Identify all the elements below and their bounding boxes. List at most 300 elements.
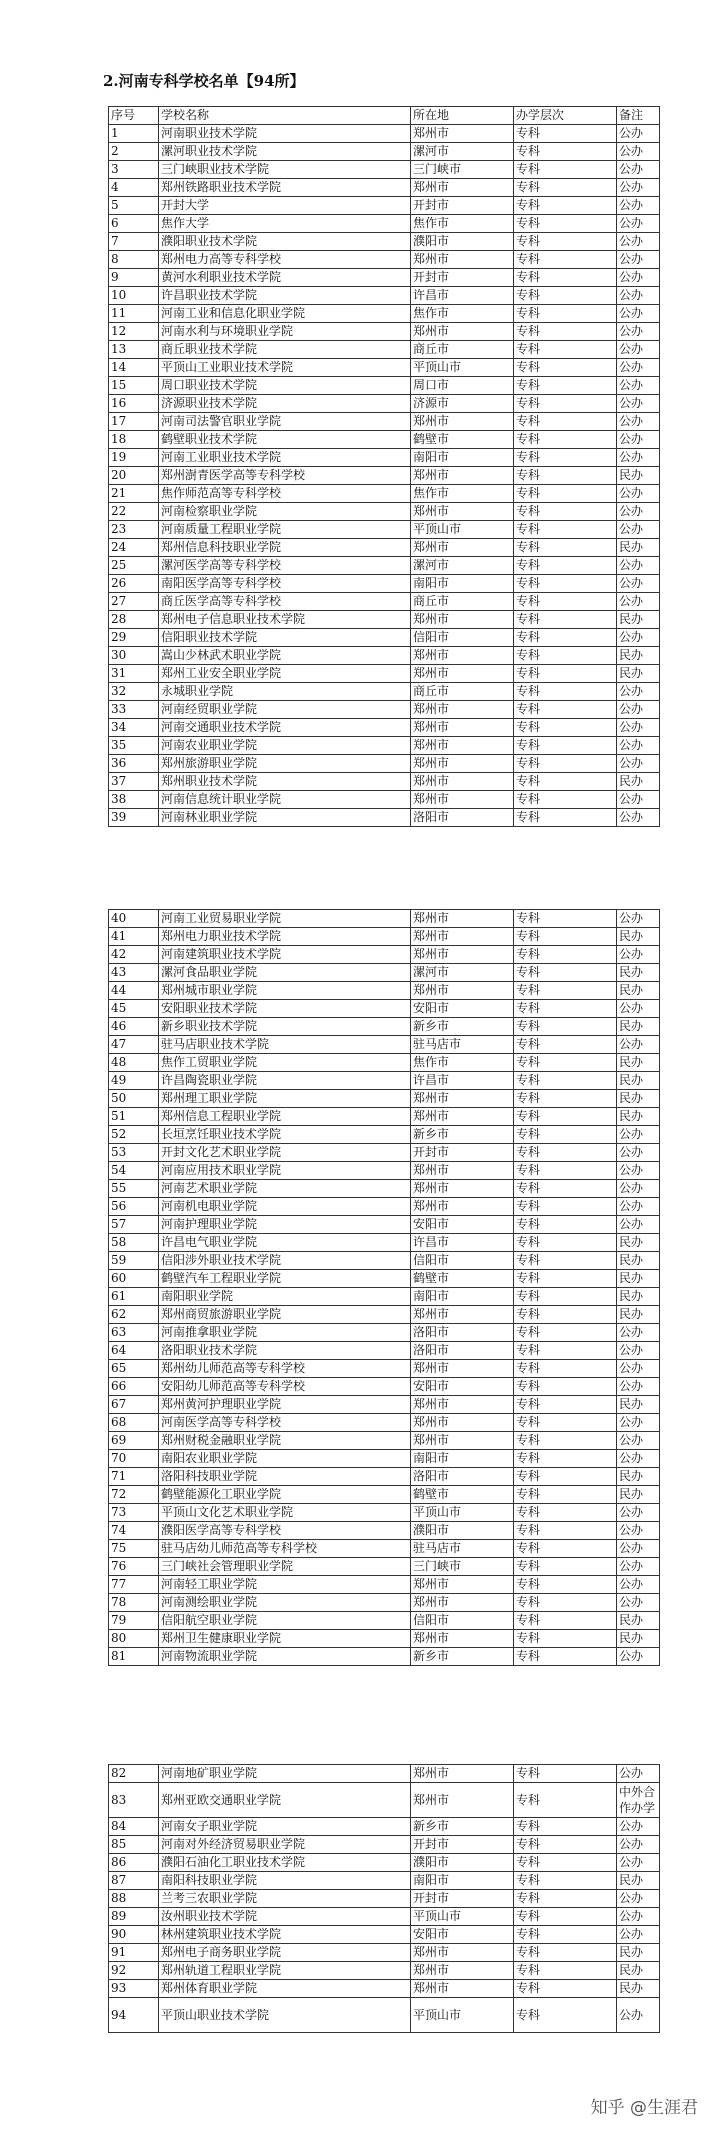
note-cell: 公办 [617,910,660,928]
location-cell: 所在地 [411,107,514,125]
level-cell: 专科 [514,1908,617,1926]
school-name-cell: 郑州铁路职业技术学院 [159,179,411,197]
row-number-cell: 4 [109,179,159,197]
row-number-cell: 88 [109,1890,159,1908]
location-cell: 郑州市 [411,755,514,773]
note-cell: 公办 [617,395,660,413]
school-name-cell: 商丘职业技术学院 [159,341,411,359]
row-number-cell: 93 [109,1980,159,1998]
school-name-cell: 焦作大学 [159,215,411,233]
note-cell: 公办 [617,287,660,305]
note-cell: 公办 [617,125,660,143]
table-row [109,449,660,467]
row-number-cell: 55 [109,1180,159,1198]
level-cell: 专科 [514,1576,617,1594]
location-cell: 漯河市 [411,964,514,982]
row-number-cell: 8 [109,251,159,269]
note-cell: 公办 [617,629,660,647]
location-cell: 郑州市 [411,1090,514,1108]
school-name-cell: 漯河职业技术学院 [159,143,411,161]
location-cell: 郑州市 [411,928,514,946]
level-cell: 专科 [514,1018,617,1036]
table-row [109,377,660,395]
location-cell: 平顶山市 [411,1908,514,1926]
level-cell: 专科 [514,1198,617,1216]
table-row [109,1108,660,1126]
school-name-cell: 郑州旅游职业学院 [159,755,411,773]
school-name-cell: 平顶山职业技术学院 [159,1998,411,2033]
level-cell: 专科 [514,575,617,593]
row-number-cell: 6 [109,215,159,233]
note-cell: 公办 [617,449,660,467]
table-row [109,1944,660,1962]
location-cell: 郑州市 [411,1783,514,1818]
table-row [109,1594,660,1612]
row-number-cell: 45 [109,1000,159,1018]
table-row [109,1908,660,1926]
school-name-cell: 河南护理职业学院 [159,1216,411,1234]
table-row [109,1018,660,1036]
level-cell: 专科 [514,1836,617,1854]
table-row [109,1450,660,1468]
table-row [109,755,660,773]
school-name-cell: 郑州澍青医学高等专科学校 [159,467,411,485]
level-cell: 专科 [514,1648,617,1666]
location-cell: 郑州市 [411,910,514,928]
table-row [109,647,660,665]
school-name-cell: 开封大学 [159,197,411,215]
location-cell: 郑州市 [411,467,514,485]
location-cell: 商丘市 [411,341,514,359]
row-number-cell: 10 [109,287,159,305]
school-name-cell: 安阳职业技术学院 [159,1000,411,1018]
note-cell: 民办 [617,467,660,485]
school-name-cell: 南阳医学高等专科学校 [159,575,411,593]
table-row [109,1612,660,1630]
row-number-cell: 46 [109,1018,159,1036]
school-name-cell: 河南对外经济贸易职业学院 [159,1836,411,1854]
school-name-cell: 鹤壁汽车工程职业学院 [159,1270,411,1288]
note-cell: 民办 [617,1980,660,1998]
level-cell: 专科 [514,1396,617,1414]
note-cell: 公办 [617,1522,660,1540]
note-cell: 民办 [617,1486,660,1504]
location-cell: 漯河市 [411,143,514,161]
note-cell: 公办 [617,359,660,377]
note-cell: 民办 [617,665,660,683]
level-cell: 专科 [514,1818,617,1836]
location-cell: 郑州市 [411,1414,514,1432]
row-number-cell: 50 [109,1090,159,1108]
location-cell: 驻马店市 [411,1540,514,1558]
location-cell: 鹤壁市 [411,1270,514,1288]
table-row [109,1890,660,1908]
row-number-cell: 36 [109,755,159,773]
note-cell: 民办 [617,1872,660,1890]
table-row [109,287,660,305]
table-row [109,593,660,611]
note-cell: 公办 [617,323,660,341]
row-number-cell: 24 [109,539,159,557]
school-name-cell: 许昌陶瓷职业学院 [159,1072,411,1090]
table-row [109,323,660,341]
table-row [109,431,660,449]
school-name-cell: 河南测绘职业学院 [159,1594,411,1612]
location-cell: 郑州市 [411,179,514,197]
level-cell: 专科 [514,1162,617,1180]
table-row [109,701,660,719]
school-name-cell: 河南林业职业学院 [159,809,411,827]
school-name-cell: 郑州财税金融职业学院 [159,1432,411,1450]
row-number-cell: 28 [109,611,159,629]
table-row [109,1836,660,1854]
note-cell: 公办 [617,431,660,449]
table-row [109,1090,660,1108]
school-name-cell: 郑州理工职业学院 [159,1090,411,1108]
school-name-cell: 河南女子职业学院 [159,1818,411,1836]
level-cell: 专科 [514,485,617,503]
location-cell: 濮阳市 [411,233,514,251]
location-cell: 洛阳市 [411,1342,514,1360]
school-name-cell: 许昌职业技术学院 [159,287,411,305]
school-name-cell: 鹤壁职业技术学院 [159,431,411,449]
row-number-cell: 79 [109,1612,159,1630]
table-row [109,1360,660,1378]
school-name-cell: 漯河食品职业学院 [159,964,411,982]
table-row [109,1414,660,1432]
note-cell: 公办 [617,1342,660,1360]
table-row [109,1396,660,1414]
school-name-cell: 南阳科技职业学院 [159,1872,411,1890]
level-cell: 专科 [514,1998,617,2033]
row-number-cell: 89 [109,1908,159,1926]
location-cell: 新乡市 [411,1126,514,1144]
note-cell: 公办 [617,1198,660,1216]
level-cell: 专科 [514,341,617,359]
school-table-part-1 [108,106,660,827]
note-cell: 公办 [617,143,660,161]
school-name-cell: 河南地矿职业学院 [159,1765,411,1783]
level-cell: 专科 [514,1522,617,1540]
table-row [109,125,660,143]
row-number-cell: 70 [109,1450,159,1468]
note-cell: 公办 [617,1180,660,1198]
school-name-cell: 郑州电力高等专科学校 [159,251,411,269]
row-number-cell: 19 [109,449,159,467]
school-name-cell: 濮阳职业技术学院 [159,233,411,251]
level-cell: 专科 [514,1180,617,1198]
table-row [109,665,660,683]
location-cell: 安阳市 [411,1378,514,1396]
level-cell: 专科 [514,665,617,683]
note-cell: 公办 [617,1126,660,1144]
level-cell: 专科 [514,1108,617,1126]
row-number-cell: 13 [109,341,159,359]
row-number-cell: 23 [109,521,159,539]
location-cell: 郑州市 [411,539,514,557]
note-cell: 公办 [617,1765,660,1783]
location-cell: 南阳市 [411,1288,514,1306]
row-number-cell: 90 [109,1926,159,1944]
location-cell: 漯河市 [411,557,514,575]
level-cell: 专科 [514,701,617,719]
level-cell: 专科 [514,1450,617,1468]
note-cell: 民办 [617,982,660,1000]
table-row [109,557,660,575]
table-row [109,1486,660,1504]
level-cell: 专科 [514,611,617,629]
row-number-cell: 81 [109,1648,159,1666]
row-number-cell: 26 [109,575,159,593]
location-cell: 焦作市 [411,305,514,323]
location-cell: 郑州市 [411,1396,514,1414]
school-name-cell: 南阳农业职业学院 [159,1450,411,1468]
level-cell: 专科 [514,269,617,287]
note-cell: 公办 [617,1378,660,1396]
note-cell: 公办 [617,341,660,359]
row-number-cell: 94 [109,1998,159,2033]
note-cell: 公办 [617,1450,660,1468]
location-cell: 郑州市 [411,1162,514,1180]
school-name-cell: 信阳职业技术学院 [159,629,411,647]
location-cell: 郑州市 [411,773,514,791]
note-cell: 民办 [617,1072,660,1090]
location-cell: 安阳市 [411,1926,514,1944]
note-cell: 民办 [617,773,660,791]
level-cell: 专科 [514,629,617,647]
school-name-cell: 濮阳石油化工职业技术学院 [159,1854,411,1872]
note-cell: 公办 [617,1036,660,1054]
school-name-cell: 河南推拿职业学院 [159,1324,411,1342]
level-cell: 专科 [514,467,617,485]
school-name-cell: 河南信息统计职业学院 [159,791,411,809]
table-row [109,1926,660,1944]
note-cell: 民办 [617,1108,660,1126]
row-number-cell: 20 [109,467,159,485]
level-cell: 专科 [514,1306,617,1324]
note-cell: 公办 [617,305,660,323]
school-name-cell: 河南艺术职业学院 [159,1180,411,1198]
school-name-cell: 驻马店职业技术学院 [159,1036,411,1054]
note-cell: 公办 [617,1504,660,1522]
level-cell: 专科 [514,1072,617,1090]
row-number-cell: 83 [109,1783,159,1818]
location-cell: 商丘市 [411,683,514,701]
note-cell: 公办 [617,1360,660,1378]
note-cell: 民办 [617,1234,660,1252]
school-name-cell: 商丘医学高等专科学校 [159,593,411,611]
level-cell: 办学层次 [514,107,617,125]
level-cell: 专科 [514,964,617,982]
row-number-cell: 38 [109,791,159,809]
school-name-cell: 濮阳医学高等专科学校 [159,1522,411,1540]
level-cell: 专科 [514,1414,617,1432]
level-cell: 专科 [514,1342,617,1360]
row-number-cell: 12 [109,323,159,341]
school-name-cell: 长垣烹饪职业技术学院 [159,1126,411,1144]
row-number-cell: 22 [109,503,159,521]
school-name-cell: 河南农业职业学院 [159,737,411,755]
row-number-cell: 71 [109,1468,159,1486]
table-row [109,1180,660,1198]
row-number-cell: 58 [109,1234,159,1252]
level-cell: 专科 [514,1890,617,1908]
level-cell: 专科 [514,521,617,539]
watermark: 知乎 @生涯君 [590,2098,698,2118]
school-name-cell: 鹤壁能源化工职业学院 [159,1486,411,1504]
note-cell: 民办 [617,1944,660,1962]
level-cell: 专科 [514,125,617,143]
note-cell: 民办 [617,1018,660,1036]
location-cell: 焦作市 [411,215,514,233]
school-name-cell: 河南交通职业技术学院 [159,719,411,737]
location-cell: 洛阳市 [411,809,514,827]
level-cell: 专科 [514,1486,617,1504]
school-name-cell: 郑州亚欧交通职业学院 [159,1783,411,1818]
note-cell: 公办 [617,1854,660,1872]
note-cell: 公办 [617,1414,660,1432]
level-cell: 专科 [514,413,617,431]
table-row [109,1198,660,1216]
location-cell: 平顶山市 [411,1504,514,1522]
row-number-cell: 80 [109,1630,159,1648]
row-number-cell: 29 [109,629,159,647]
level-cell: 专科 [514,1594,617,1612]
note-cell: 公办 [617,485,660,503]
location-cell: 郑州市 [411,946,514,964]
table-row [109,539,660,557]
level-cell: 专科 [514,1980,617,1998]
note-cell: 公办 [617,1216,660,1234]
school-name-cell: 郑州信息科技职业学院 [159,539,411,557]
school-name-cell: 新乡职业技术学院 [159,1018,411,1036]
level-cell: 专科 [514,1252,617,1270]
school-name-cell: 驻马店幼儿师范高等专科学校 [159,1540,411,1558]
row-number-cell: 21 [109,485,159,503]
level-cell: 专科 [514,161,617,179]
row-number-cell: 67 [109,1396,159,1414]
location-cell: 南阳市 [411,449,514,467]
row-number-cell: 32 [109,683,159,701]
row-number-cell: 37 [109,773,159,791]
note-cell: 公办 [617,1926,660,1944]
table-row [109,1432,660,1450]
note-cell: 公办 [617,377,660,395]
level-cell: 专科 [514,1872,617,1890]
note-cell: 公办 [617,593,660,611]
location-cell: 开封市 [411,1836,514,1854]
location-cell: 郑州市 [411,665,514,683]
table-row [109,982,660,1000]
table-row [109,611,660,629]
note-cell: 公办 [617,1558,660,1576]
row-number-cell: 73 [109,1504,159,1522]
school-name-cell: 安阳幼儿师范高等专科学校 [159,1378,411,1396]
school-name-cell: 郑州职业技术学院 [159,773,411,791]
table-row [109,910,660,928]
location-cell: 郑州市 [411,1962,514,1980]
school-name-cell: 三门峡职业技术学院 [159,161,411,179]
school-name-cell: 河南轻工职业学院 [159,1576,411,1594]
school-name-cell: 黄河水利职业技术学院 [159,269,411,287]
table-row [109,1270,660,1288]
level-cell: 专科 [514,1558,617,1576]
level-cell: 专科 [514,359,617,377]
location-cell: 周口市 [411,377,514,395]
table-row [109,179,660,197]
location-cell: 郑州市 [411,1630,514,1648]
level-cell: 专科 [514,215,617,233]
location-cell: 郑州市 [411,1108,514,1126]
location-cell: 安阳市 [411,1000,514,1018]
level-cell: 专科 [514,910,617,928]
level-cell: 专科 [514,1324,617,1342]
note-cell: 公办 [617,215,660,233]
note-cell: 公办 [617,809,660,827]
school-name-cell: 永城职业学院 [159,683,411,701]
level-cell: 专科 [514,1783,617,1818]
row-number-cell: 60 [109,1270,159,1288]
school-name-cell: 焦作师范高等专科学校 [159,485,411,503]
school-name-cell: 周口职业技术学院 [159,377,411,395]
school-name-cell: 郑州电子商务职业学院 [159,1944,411,1962]
table-row [109,1306,660,1324]
note-cell: 中外合作办学 [617,1783,660,1818]
level-cell: 专科 [514,1090,617,1108]
location-cell: 新乡市 [411,1648,514,1666]
note-cell: 公办 [617,1144,660,1162]
level-cell: 专科 [514,737,617,755]
note-cell: 民办 [617,1288,660,1306]
note-cell: 公办 [617,1432,660,1450]
school-name-cell: 焦作工贸职业学院 [159,1054,411,1072]
level-cell: 专科 [514,233,617,251]
table-row [109,1144,660,1162]
level-cell: 专科 [514,1432,617,1450]
location-cell: 南阳市 [411,1450,514,1468]
location-cell: 郑州市 [411,1306,514,1324]
note-cell: 民办 [617,928,660,946]
level-cell: 专科 [514,1468,617,1486]
row-number-cell: 51 [109,1108,159,1126]
location-cell: 三门峡市 [411,161,514,179]
note-cell: 公办 [617,197,660,215]
table-row [109,161,660,179]
row-number-cell: 57 [109,1216,159,1234]
row-number-cell: 66 [109,1378,159,1396]
table-row [109,1126,660,1144]
location-cell: 濮阳市 [411,1522,514,1540]
location-cell: 新乡市 [411,1818,514,1836]
level-cell: 专科 [514,1612,617,1630]
row-number-cell: 15 [109,377,159,395]
table-row [109,467,660,485]
location-cell: 平顶山市 [411,521,514,539]
row-number-cell: 42 [109,946,159,964]
row-number-cell: 48 [109,1054,159,1072]
table-row [109,964,660,982]
location-cell: 郑州市 [411,1944,514,1962]
row-number-cell: 33 [109,701,159,719]
level-cell: 专科 [514,1054,617,1072]
level-cell: 专科 [514,557,617,575]
note-cell: 民办 [617,611,660,629]
school-name-cell: 郑州幼儿师范高等专科学校 [159,1360,411,1378]
table-row [109,1854,660,1872]
location-cell: 南阳市 [411,575,514,593]
row-number-cell: 56 [109,1198,159,1216]
table-row [109,1234,660,1252]
